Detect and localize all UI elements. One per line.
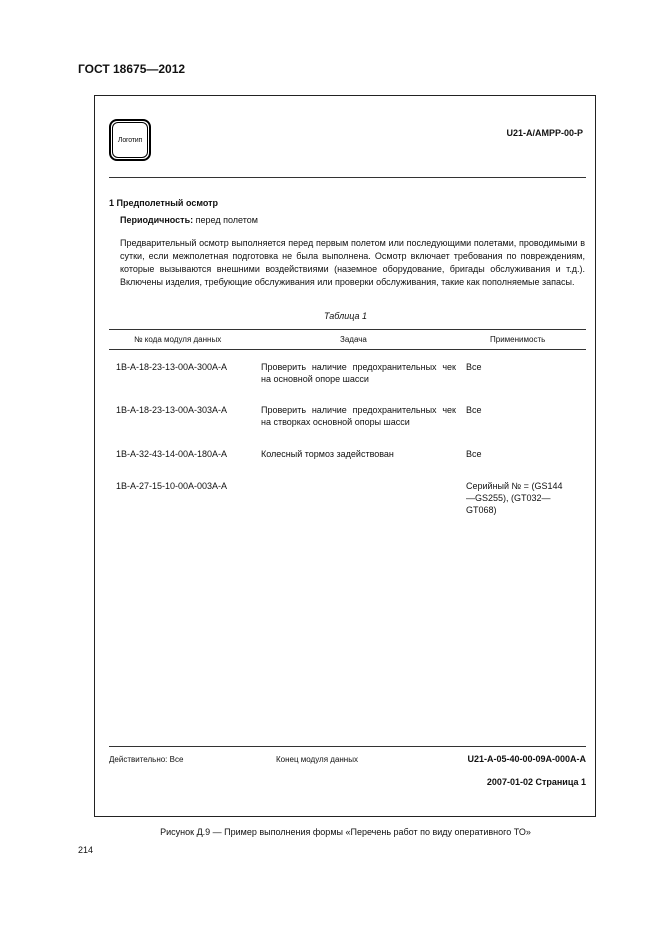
row-3-task: Колесный тормоз задействован	[261, 449, 394, 459]
footer-validity: Действительно: Все	[109, 755, 184, 764]
row-2-code: 1B-A-18-23-13-00A-303A-A	[116, 405, 228, 415]
row-4-applicability: Серийный № = (GS144—GS255), (GT032—GT068)	[466, 481, 563, 515]
footer-date-page: 2007-01-02 Страница 1	[486, 777, 586, 787]
column-header-code: № кода модуля данных	[134, 335, 222, 344]
footer-module-code: U21-A-05-40-00-09A-000A-A	[467, 754, 586, 764]
table-caption: Таблица 1	[323, 311, 367, 321]
periodicity-label: Периодичность:	[120, 215, 194, 225]
footer-end-module: Конец модуля данных	[276, 755, 358, 764]
column-header-applicability: Применимость	[490, 335, 546, 344]
periodicity-line	[120, 215, 258, 225]
header-divider	[109, 177, 586, 178]
footer-divider	[109, 746, 586, 747]
row-3-applicability: Все	[466, 449, 482, 459]
figure-caption: Рисунок Д.9 — Пример выполнения формы «Перечень работ по виду оперативного ТО»	[160, 827, 531, 837]
logo-inner	[112, 122, 148, 158]
table-header-rule	[109, 349, 586, 350]
inspection-description: Предварительный осмотр выполняется перед первым полетом или последующими полетами, проводимыми в сутки, если межполетная подготовка не была выполнена. Осмотр включает требования по повреждениям, которые вызываются внешними воздействиями (наземное оборудование, бригады обслуживания и т.д.). Включены изделия, требующие обслуживания или проверки обслуживания, такие как пополняемые запасы.	[120, 238, 585, 287]
row-2-applicability: Все	[466, 405, 482, 415]
column-header-task: Задача	[340, 335, 367, 344]
periodicity-value: перед полетом	[193, 215, 258, 225]
row-1-applicability: Все	[466, 362, 482, 372]
logo-box	[109, 119, 151, 161]
table-top-rule	[109, 329, 586, 330]
row-1-task: Проверить наличие предохранительных чек на основной опоре шасси	[261, 362, 456, 384]
logo-text: Логотип	[117, 136, 143, 144]
row-4-code: 1B-A-27-15-10-00A-003A-A	[116, 481, 228, 491]
document-code: U21-A/AMPP-00-P	[506, 128, 583, 138]
row-1-code: 1B-A-18-23-13-00A-300A-A	[116, 362, 228, 372]
page-number: 214	[78, 845, 94, 855]
row-2-task: Проверить наличие предохранительных чек на створках основной опоры шасси	[261, 405, 456, 427]
standard-header: ГОСТ 18675—2012	[78, 62, 186, 76]
section-title: 1 Предполетный осмотр	[109, 198, 219, 208]
row-3-code: 1B-A-32-43-14-00A-180A-A	[116, 449, 228, 459]
